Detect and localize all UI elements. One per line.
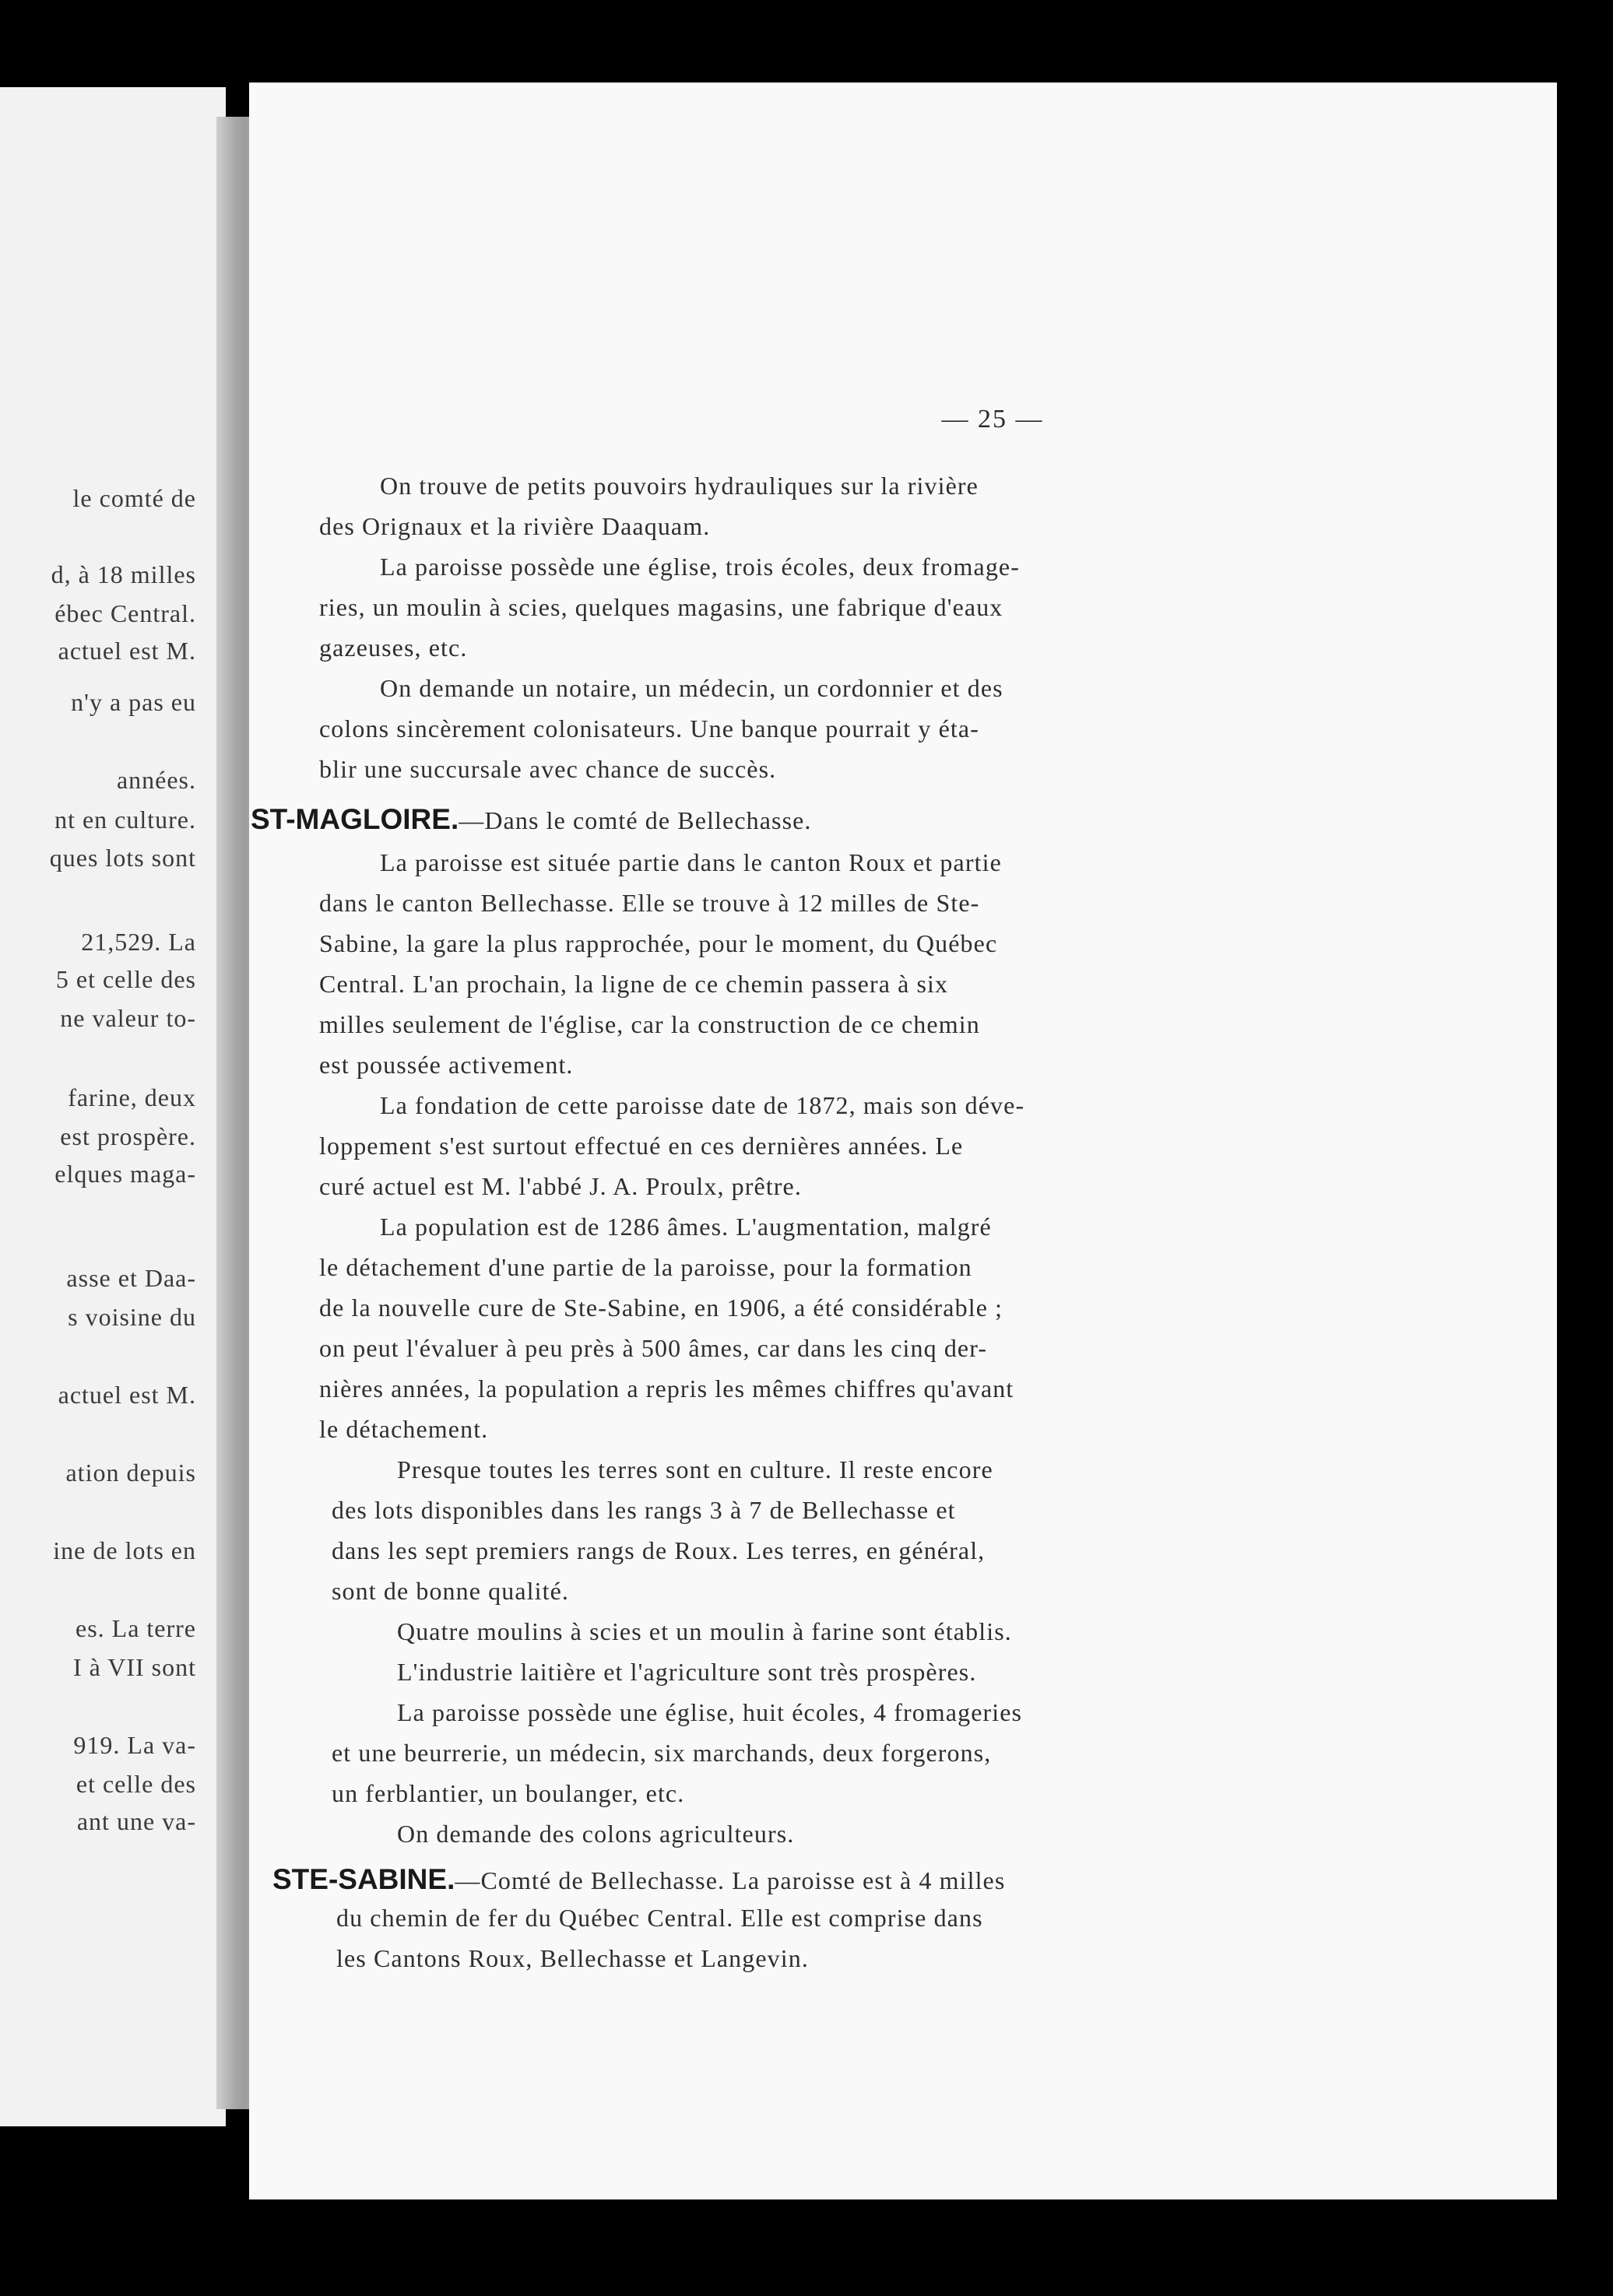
paragraph-line: La paroisse possède une église, trois écoles, deux fromage- bbox=[380, 553, 1020, 581]
paragraph-line: La paroisse est située partie dans le canton Roux et partie bbox=[380, 848, 1002, 876]
paragraph-line: Sabine, la gare la plus rapprochée, pour le moment, du Québec bbox=[319, 929, 998, 957]
paragraph-line: La population est de 1286 âmes. L'augmentation, malgré bbox=[380, 1213, 992, 1241]
left-page-text: est prospère. bbox=[60, 1122, 196, 1150]
main-page bbox=[249, 83, 1557, 2199]
paragraph-line: dans le canton Bellechasse. Elle se trouve à 12 milles de Ste- bbox=[319, 889, 980, 917]
left-page-text: années. bbox=[116, 766, 196, 794]
paragraph-line: le détachement. bbox=[319, 1415, 489, 1443]
left-page-text: nt en culture. bbox=[54, 806, 196, 834]
paragraph-line: les Cantons Roux, Bellechasse et Langevin. bbox=[336, 1944, 809, 1972]
paragraph-line: On demande un notaire, un médecin, un cordonnier et des bbox=[380, 674, 1003, 702]
paragraph-line: des Orignaux et la rivière Daaquam. bbox=[319, 512, 711, 540]
section-heading-st-magloire: ST-MAGLOIRE. bbox=[251, 803, 459, 835]
left-page-text: actuel est M. bbox=[58, 637, 196, 665]
left-page-text: 21,529. La bbox=[81, 928, 196, 956]
paragraph-line: Quatre moulins à scies et un moulin à farine sont établis. bbox=[397, 1617, 1012, 1645]
paragraph-line: On demande des colons agriculteurs. bbox=[397, 1820, 795, 1848]
section-heading-line bbox=[251, 803, 812, 836]
paragraph-line: milles seulement de l'église, car la construction de ce chemin bbox=[319, 1010, 980, 1038]
paragraph-line: nières années, la population a repris les mêmes chiffres qu'avant bbox=[319, 1374, 1014, 1403]
left-page-text: 5 et celle des bbox=[55, 965, 196, 993]
paragraph-line: le détachement d'une partie de la paroisse, pour la formation bbox=[319, 1253, 972, 1281]
paragraph-line: blir une succursale avec chance de succès. bbox=[319, 755, 777, 783]
paragraph-line: est poussée activement. bbox=[319, 1051, 574, 1079]
paragraph-line: et une beurrerie, un médecin, six marchands, deux forgerons, bbox=[332, 1739, 992, 1767]
paragraph-line: loppement s'est surtout effectué en ces dernières années. Le bbox=[319, 1132, 964, 1160]
heading-rest: —Comté de Bellechasse. La paroisse est à 4 milles bbox=[455, 1866, 1006, 1894]
paragraph-line: colons sincèrement colonisateurs. Une banque pourrait y éta- bbox=[319, 714, 979, 743]
paragraph-line: gazeuses, etc. bbox=[319, 634, 468, 662]
left-page-text: 919. La va- bbox=[73, 1731, 196, 1759]
left-page-text: asse et Daa- bbox=[66, 1264, 196, 1292]
paragraph-line: de la nouvelle cure de Ste-Sabine, en 1906, a été considérable ; bbox=[319, 1294, 1003, 1322]
left-page-text: ation depuis bbox=[65, 1459, 196, 1487]
section-heading-line bbox=[272, 1863, 1005, 1896]
left-page-text: es. La terre bbox=[75, 1614, 196, 1642]
paragraph-line: des lots disponibles dans les rangs 3 à 7 de Bellechasse et bbox=[332, 1496, 956, 1524]
left-page-text: d, à 18 milles bbox=[51, 560, 196, 588]
left-page-text: elques maga- bbox=[54, 1160, 196, 1188]
paragraph-line: On trouve de petits pouvoirs hydrauliques sur la rivière bbox=[380, 472, 979, 500]
paragraph-line: ries, un moulin à scies, quelques magasins, une fabrique d'eaux bbox=[319, 593, 1003, 621]
left-page-text: et celle des bbox=[76, 1770, 196, 1798]
paragraph-line: La fondation de cette paroisse date de 1872, mais son déve- bbox=[380, 1091, 1025, 1119]
paragraph-line: curé actuel est M. l'abbé J. A. Proulx, prêtre. bbox=[319, 1172, 802, 1200]
left-page-text: ques lots sont bbox=[49, 844, 196, 872]
paragraph-line: un ferblantier, un boulanger, etc. bbox=[332, 1779, 685, 1807]
paragraph-line: dans les sept premiers rangs de Roux. Les terres, en général, bbox=[332, 1536, 986, 1564]
left-page bbox=[0, 87, 226, 2126]
left-page-text: farine, deux bbox=[68, 1083, 196, 1111]
left-page-text: ant une va- bbox=[76, 1807, 196, 1835]
heading-rest: —Dans le comté de Bellechasse. bbox=[459, 806, 812, 834]
left-page-text: s voisine du bbox=[68, 1303, 196, 1331]
left-page-text: n'y a pas eu bbox=[71, 688, 196, 716]
paragraph-line: Central. L'an prochain, la ligne de ce chemin passera à six bbox=[319, 970, 949, 998]
section-heading-ste-sabine: STE-SABINE. bbox=[272, 1863, 455, 1895]
left-page-text: actuel est M. bbox=[58, 1381, 196, 1409]
paragraph-line: L'industrie laitière et l'agriculture sont très prospères. bbox=[397, 1658, 977, 1686]
left-page-text: ne valeur to- bbox=[60, 1004, 196, 1032]
left-page-text: le comté de bbox=[72, 484, 196, 512]
left-page-text: ine de lots en bbox=[53, 1536, 196, 1564]
left-page-text: ébec Central. bbox=[54, 599, 196, 627]
paragraph-line: Presque toutes les terres sont en culture. Il reste encore bbox=[397, 1455, 993, 1483]
page-number: — 25 — bbox=[941, 405, 1044, 434]
paragraph-line: La paroisse possède une église, huit écoles, 4 fromageries bbox=[397, 1698, 1023, 1726]
paragraph-line: on peut l'évaluer à peu près à 500 âmes, car dans les cinq der- bbox=[319, 1334, 988, 1362]
left-page-text: I à VII sont bbox=[72, 1653, 196, 1681]
paragraph-line: du chemin de fer du Québec Central. Elle est comprise dans bbox=[336, 1904, 983, 1932]
paragraph-line: sont de bonne qualité. bbox=[332, 1577, 570, 1605]
